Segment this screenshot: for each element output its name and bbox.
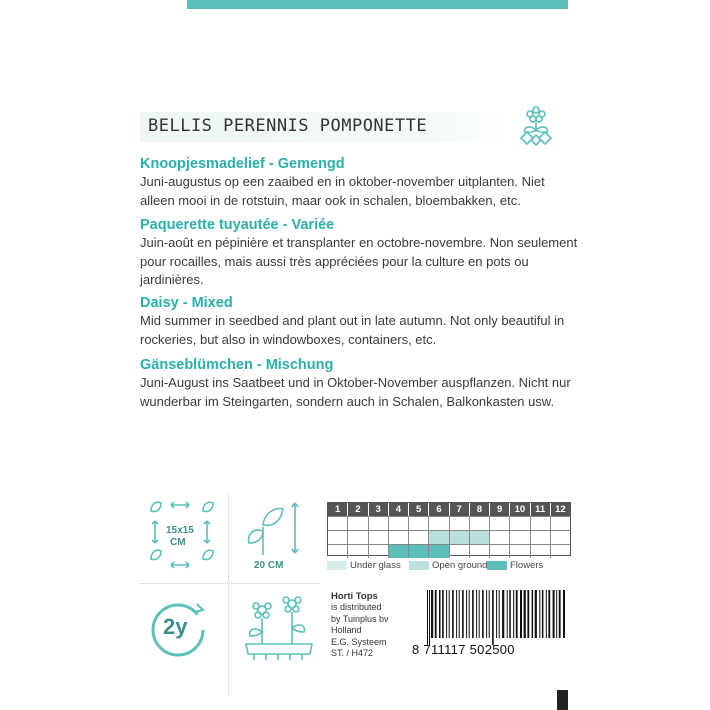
calendar-month-5: 5: [409, 503, 429, 516]
legend-open-ground: [409, 560, 487, 571]
flower-icon: [515, 102, 557, 148]
calendar-row: [328, 530, 570, 544]
calendar-months: [328, 503, 570, 516]
barcode-bar: [429, 590, 430, 645]
barcode-bar: [524, 590, 526, 638]
calendar-cell: [450, 517, 470, 530]
calendar-cell: [348, 531, 368, 544]
legend-label: Flowers: [510, 560, 544, 571]
calendar-month-2: 2: [348, 503, 368, 516]
calendar-month-9: 9: [490, 503, 510, 516]
section-body: Juin-août en pépinière et transplanter en octobre-novembre. Non seulement pour rocailles, mais aussi très appréciées pour la culture en pots ou jardinières.: [140, 235, 578, 288]
barcode-bar: [539, 590, 540, 638]
calendar-cell: [551, 545, 570, 558]
print-mark: [557, 690, 568, 710]
calendar-cell: [490, 517, 510, 530]
calendar-cell: [429, 531, 449, 544]
barcode-bar: [527, 590, 529, 638]
section-body: Mid summer in seedbed and plant out in late autumn. Not only beautiful in rockeries, but also in windowboxes, containers, etc.: [140, 313, 565, 347]
barcode-bar: [546, 590, 547, 638]
barcode-number: 8 711117 502500: [412, 642, 515, 657]
barcode-bar: [456, 590, 457, 638]
calendar-legend: [327, 560, 572, 574]
distributor-info: [331, 591, 389, 659]
section-heading: Daisy - Mixed: [140, 295, 233, 311]
calendar-cell: [470, 531, 490, 544]
calendar-cell: [369, 545, 389, 558]
calendar-row: [328, 544, 570, 558]
spacing-label-value: 15x15: [166, 525, 194, 536]
calendar-cell: [369, 531, 389, 544]
section-english: [140, 294, 580, 349]
calendar-month-10: 10: [510, 503, 530, 516]
calendar-month-4: 4: [389, 503, 409, 516]
distributor-line: is distributed: [331, 602, 382, 613]
barcode-bar: [486, 590, 487, 638]
distributor-name: Horti Tops: [331, 591, 378, 602]
top-accent-bar: [187, 0, 568, 9]
calendar-cell: [328, 545, 348, 558]
calendar-cell: [490, 531, 510, 544]
calendar-cell: [429, 545, 449, 558]
barcode-bar: [452, 590, 454, 638]
calendar-cell: [348, 545, 368, 558]
legend-swatch-under-glass: [327, 561, 347, 570]
barcode-bar: [548, 590, 550, 638]
calendar-cell: [450, 531, 470, 544]
calendar-cell: [531, 545, 551, 558]
calendar-cell: [470, 517, 490, 530]
barcode-bar: [435, 590, 437, 638]
barcode-bar: [469, 590, 470, 638]
barcode-bar: [532, 590, 534, 638]
calendar-cell: [389, 545, 409, 558]
calendar-cell: [510, 531, 530, 544]
calendar-month-8: 8: [470, 503, 490, 516]
calendar-cell: [551, 531, 570, 544]
barcode-bar: [496, 590, 497, 638]
divider-horizontal: [140, 583, 320, 584]
legend-swatch-flowers: [487, 561, 507, 570]
calendar-cell: [389, 531, 409, 544]
barcode-bar: [509, 590, 511, 638]
spacing-label-unit: CM: [170, 537, 186, 548]
calendar-cell: [490, 545, 510, 558]
product-title: BELLIS PERENNIS POMPONETTE: [148, 116, 428, 136]
section-french: [140, 216, 580, 290]
barcode-bar: [507, 590, 508, 638]
calendar-cell: [510, 545, 530, 558]
barcode-bar: [553, 590, 555, 638]
barcode-bar: [513, 590, 514, 638]
plant-height-icon: [243, 497, 308, 559]
lifecycle-label: 2y: [163, 614, 188, 639]
calendar-cell: [409, 531, 429, 544]
barcode-bar: [466, 590, 467, 638]
calendar-cell: [531, 531, 551, 544]
calendar-cell: [369, 517, 389, 530]
barcode-bar: [489, 590, 490, 638]
barcode-bar: [556, 590, 557, 638]
flowers-in-tray-icon: [240, 592, 318, 664]
calendar-month-11: 11: [531, 503, 551, 516]
barcode-bar: [476, 590, 477, 638]
calendar-cell: [409, 517, 429, 530]
calendar-cell: [348, 517, 368, 530]
calendar-cell: [429, 517, 449, 530]
calendar-month-6: 6: [429, 503, 449, 516]
calendar-cell: [328, 531, 348, 544]
calendar-cell: [531, 517, 551, 530]
barcode-bar: [427, 590, 428, 645]
section-heading: Knoopjesmadelief - Gemengd: [140, 156, 345, 172]
section-german: [140, 356, 580, 411]
barcode-bar: [446, 590, 447, 638]
barcode-bar: [449, 590, 450, 638]
distributor-line: Holland: [331, 625, 362, 636]
section-body: Juni-August ins Saatbeet und in Oktober-November auspflanzen. Nicht nur wunderbar im Steingarten, sondern auch in Schalen, Balkonkasten usw.: [140, 375, 571, 409]
barcode-bar: [563, 590, 565, 638]
barcode-bar: [559, 590, 561, 638]
legend-under-glass: [327, 560, 401, 571]
sowing-calendar: [327, 502, 571, 556]
barcode-bar: [431, 590, 433, 638]
barcode-bar: [442, 590, 444, 638]
barcode-bar: [492, 590, 494, 645]
barcode-bar: [516, 590, 518, 638]
barcode-bar: [499, 590, 500, 638]
calendar-cell: [510, 517, 530, 530]
calendar-month-1: 1: [328, 503, 348, 516]
calendar-row: [328, 516, 570, 530]
distributor-line: ST. / H472: [331, 648, 374, 659]
calendar-cell: [470, 545, 490, 558]
section-body: Juni-augustus op een zaaibed en in oktober-november uitplanten. Niet alleen mooi in de rotstuin, maar ook in schalen, bloembakken, etc.: [140, 174, 545, 208]
barcode-bar: [479, 590, 480, 638]
barcode-bar: [520, 590, 522, 638]
section-heading: Paquerette tuyautée - Variée: [140, 217, 335, 233]
calendar-cell: [450, 545, 470, 558]
height-label: 20 CM: [254, 560, 284, 571]
section-dutch: [140, 155, 580, 210]
calendar-cell: [328, 517, 348, 530]
barcode-bar: [439, 590, 441, 638]
legend-label: Under glass: [350, 560, 401, 571]
calendar-cell: [389, 517, 409, 530]
barcode-bar: [459, 590, 460, 638]
calendar-month-7: 7: [450, 503, 470, 516]
section-heading: Gänseblümchen - Mischung: [140, 357, 334, 373]
legend-label: Open ground: [432, 560, 488, 571]
legend-flowers: [487, 560, 543, 571]
barcode-bar: [502, 590, 504, 638]
calendar-month-3: 3: [369, 503, 389, 516]
barcode: [425, 590, 570, 645]
distributor-line: by Tuinplus bv: [331, 613, 389, 624]
barcode-bar: [482, 590, 484, 638]
barcode-bar: [462, 590, 464, 638]
divider-vertical: [228, 495, 229, 695]
calendar-month-12: 12: [555, 504, 566, 515]
distributor-line: E.G. Systeem: [331, 636, 387, 647]
calendar-cell: [409, 545, 429, 558]
legend-swatch-open-ground: [409, 561, 429, 570]
barcode-bar: [542, 590, 544, 638]
calendar-cell: [551, 517, 570, 530]
barcode-bar: [472, 590, 474, 638]
barcode-bar: [535, 590, 537, 638]
